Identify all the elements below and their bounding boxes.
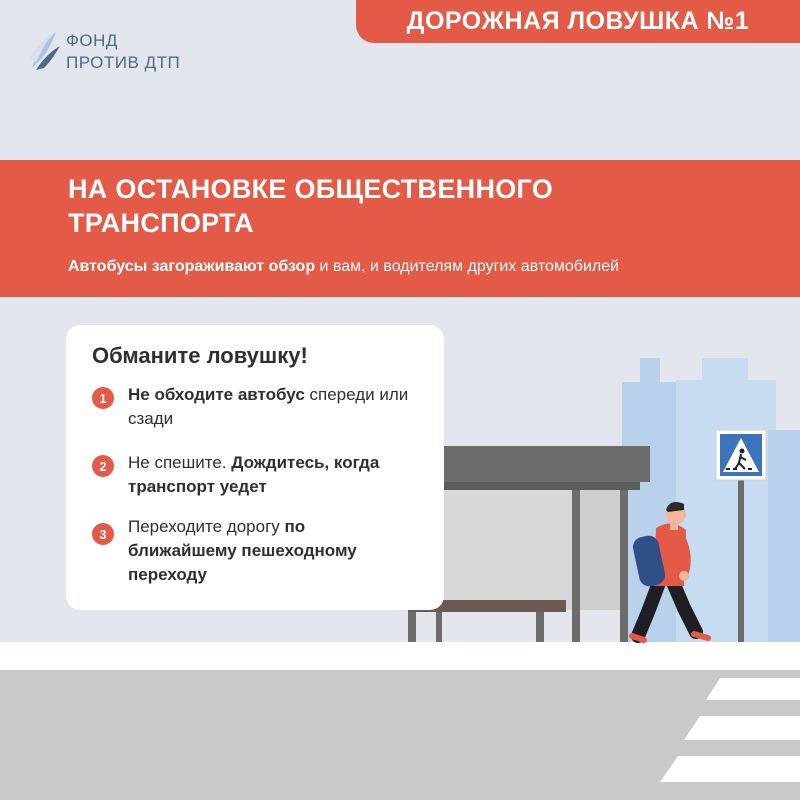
step-text-3: [128, 515, 408, 587]
step-number-1: 1: [92, 387, 114, 409]
headline-title: [68, 172, 688, 240]
headline-title-line-2: ТРАНСПОРТА: [68, 208, 254, 238]
step-1-bold: Не обходите автобус: [128, 385, 305, 404]
trap-tag: [356, 0, 800, 43]
logo-text: [66, 30, 180, 74]
step-text-1: [128, 383, 428, 431]
logo-line-2: ПРОТИВ ДТП: [66, 53, 181, 72]
wing-logo-icon: [28, 28, 64, 74]
step-2-pre: Не спешите.: [128, 453, 232, 472]
bus-stop-shelter: [408, 446, 650, 642]
step-number-3: 3: [92, 523, 114, 545]
headline-subtitle-rest: и вам, и водителям других автомобилей: [315, 258, 620, 275]
step-text-2: [128, 451, 418, 499]
step-1-rest: спереди или сзади: [128, 385, 409, 428]
headline-subtitle: [68, 258, 619, 276]
logo-line-1: ФОНД: [66, 31, 118, 50]
tips-card-title: Обманите ловушку!: [92, 343, 308, 368]
headline-subtitle-bold: Автобусы загораживают обзор: [68, 258, 316, 275]
headline-title-line-1: НА ОСТАНОВКЕ ОБЩЕСТВЕННОГО: [68, 174, 554, 204]
step-number-2: 2: [92, 455, 114, 477]
trap-tag-label: ДОРОЖНАЯ ЛОВУШКА №1: [406, 7, 750, 35]
step-3-bold: по ближайшему пешеходному переходу: [128, 517, 357, 584]
step-3-pre: Переходите дорогу: [128, 517, 285, 536]
sidewalk: [0, 642, 800, 670]
step-2-bold: Дождитесь, когда транспорт уедет: [128, 453, 380, 496]
